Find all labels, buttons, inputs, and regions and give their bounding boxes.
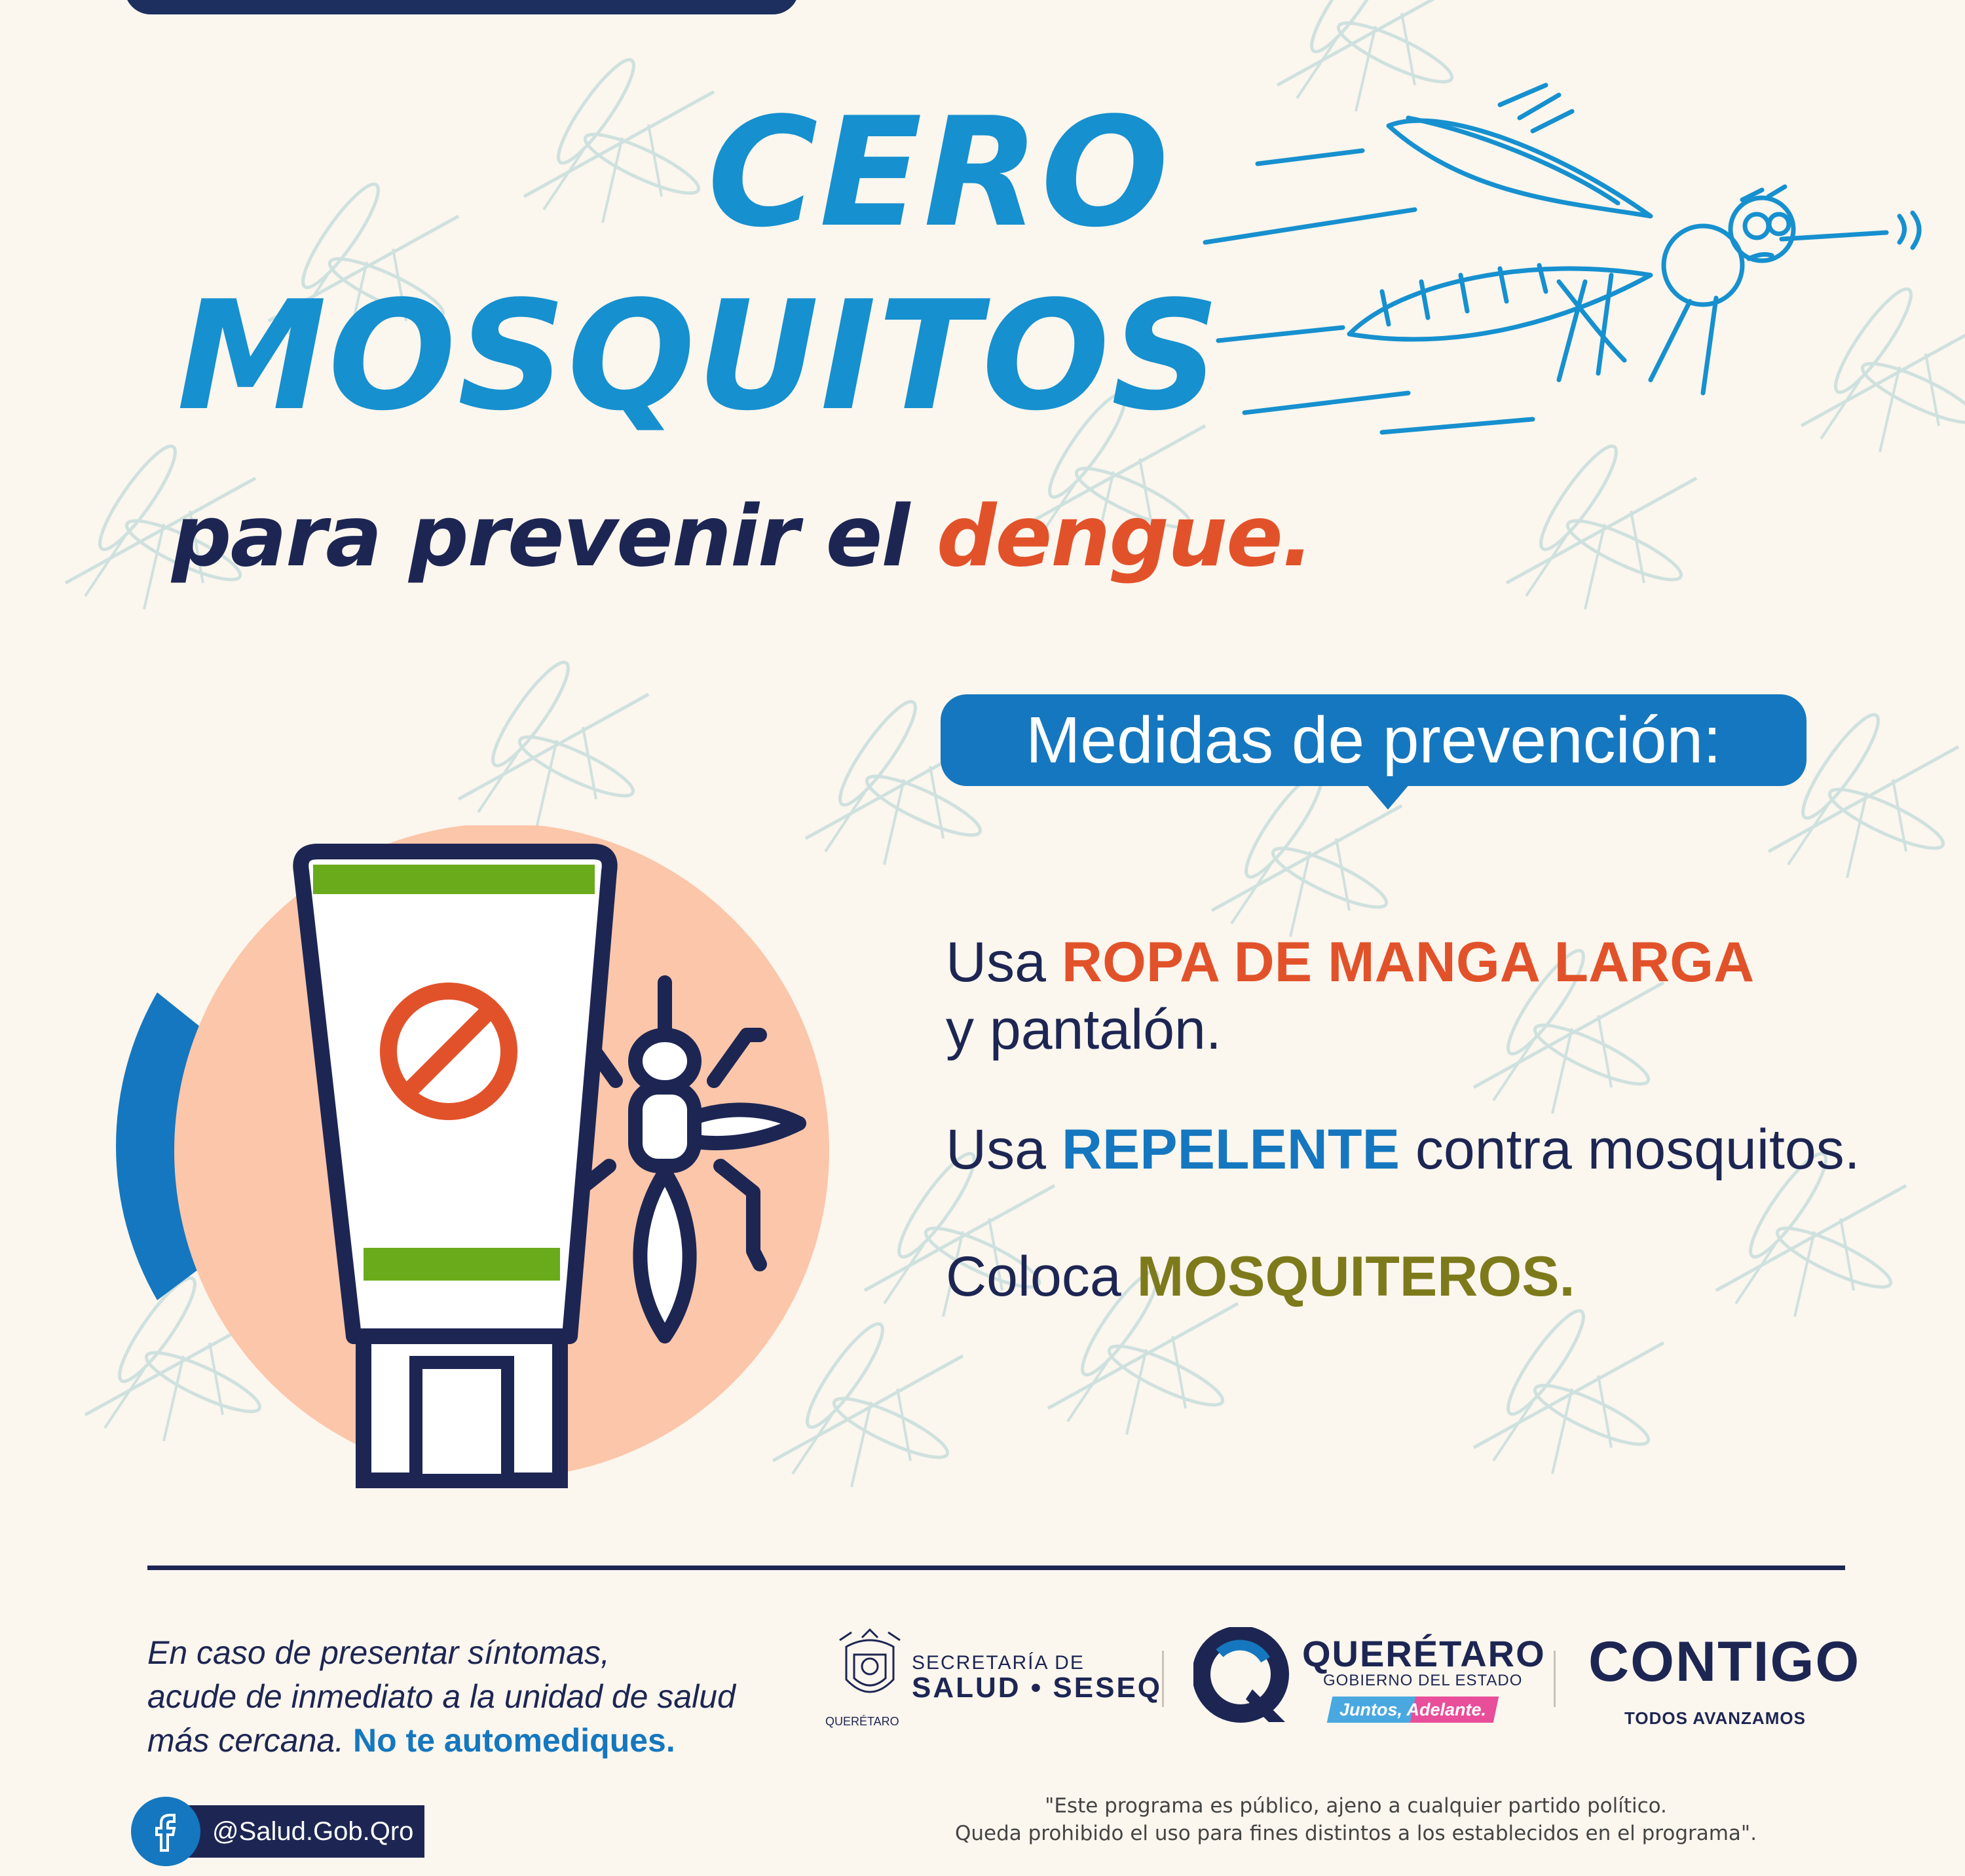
- state-seal-icon: [833, 1627, 907, 1711]
- disclaimer-line-2: Queda prohibido el uso para fines distintos a los establecidos en el programa".: [954, 1822, 1757, 1845]
- repellent-illustration: [85, 825, 897, 1507]
- measure-3: [946, 1243, 1575, 1311]
- measure-1: [946, 929, 1754, 1064]
- logo-separator-1: [1162, 1651, 1164, 1707]
- advice-highlight: No te automediques.: [353, 1722, 675, 1759]
- queretaro-slogan: Juntos, Adelante.: [1339, 1700, 1487, 1719]
- advice-line-1: En caso de presentar síntomas,: [147, 1634, 610, 1671]
- seal-caption: QUERÉTARO: [825, 1715, 899, 1728]
- queretaro-subtitle: GOBIERNO DEL ESTADO: [1323, 1672, 1523, 1689]
- subtitle-prefix: para prevenir el: [172, 488, 937, 586]
- advice-line-3: más cercana.: [147, 1722, 354, 1759]
- contigo-logo: CONTIGO: [1588, 1630, 1861, 1693]
- flying-mosquito-icon: [1192, 66, 1939, 472]
- social-handle[interactable]: @Salud.Gob.Qro: [212, 1817, 414, 1846]
- queretaro-q-icon: [1193, 1627, 1292, 1725]
- symptom-advice: [147, 1631, 736, 1763]
- logo-separator-2: [1554, 1651, 1556, 1707]
- section-heading: Medidas de prevención:: [941, 694, 1806, 786]
- top-tab-decoration: [124, 0, 799, 14]
- measure-2: [946, 1116, 1860, 1184]
- subtitle-highlight: dengue.: [936, 488, 1313, 586]
- queretaro-slogan-badge: [1327, 1697, 1499, 1723]
- subtitle: [172, 488, 1313, 586]
- contigo-subtitle: TODOS AVANZAMOS: [1624, 1708, 1806, 1728]
- secretaria-name: SALUD • SESEQ: [912, 1672, 1163, 1704]
- secretaria-label: SECRETARÍA DE: [912, 1652, 1085, 1674]
- measure-1-line2: y pantalón.: [946, 998, 1222, 1062]
- queretaro-title: QUERÉTARO: [1302, 1633, 1546, 1674]
- advice-line-2: acude de inmediato a la unidad de salud: [147, 1678, 736, 1715]
- measure-1-highlight: ROPA DE MANGA LARGA: [1061, 931, 1755, 994]
- title-line-2: MOSQUITOS: [177, 269, 1221, 444]
- title-line-1: CERO: [707, 86, 1170, 261]
- measure-3-prefix: Coloca: [946, 1245, 1137, 1308]
- measure-2-highlight: REPELENTE: [1061, 1118, 1400, 1181]
- measure-2-prefix: Usa: [946, 1118, 1062, 1181]
- legal-disclaimer: [943, 1792, 1768, 1847]
- measure-3-highlight: MOSQUITEROS.: [1136, 1245, 1575, 1308]
- disclaimer-line-1: "Este programa es público, ajeno a cualquier partido político.: [1045, 1794, 1667, 1818]
- measure-1-prefix: Usa: [946, 931, 1062, 994]
- heading-pointer: [1366, 783, 1410, 810]
- footer-divider: [147, 1566, 1845, 1570]
- measure-2-suffix: contra mosquitos.: [1399, 1118, 1860, 1181]
- facebook-icon[interactable]: [131, 1797, 200, 1866]
